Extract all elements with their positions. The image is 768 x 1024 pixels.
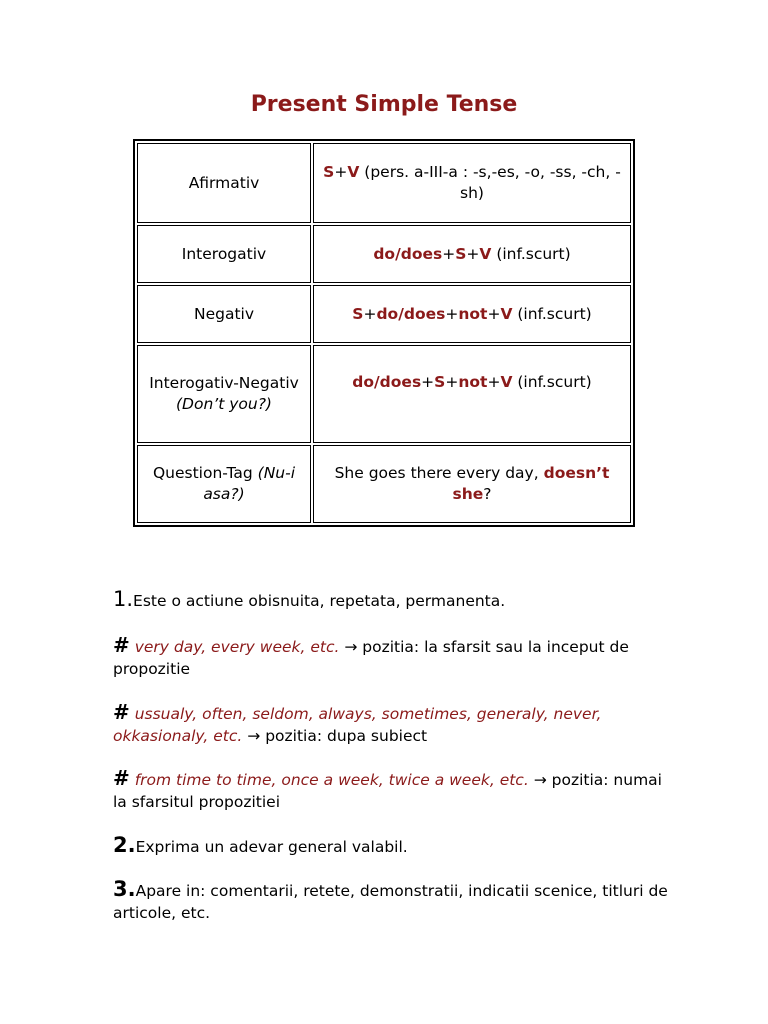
row-formula [313, 345, 631, 443]
note-number: 2. [113, 833, 136, 857]
arrow-icon: → [533, 771, 547, 789]
formula-plus: + [487, 373, 501, 391]
row-label [137, 345, 311, 443]
row-label: Afirmativ [137, 143, 311, 223]
table-row [137, 225, 631, 283]
formula-not: not [458, 373, 488, 391]
hash-mark: # [113, 633, 130, 657]
hash-mark: # [113, 700, 130, 724]
formula-verb: V [500, 373, 513, 391]
adverb-note-2 [113, 701, 673, 747]
usage-notes [113, 588, 673, 612]
row-label: Negativ [137, 285, 311, 343]
row-label: Interogativ [137, 225, 311, 283]
formula-plus: + [445, 304, 459, 323]
note-number: 1. [113, 587, 134, 611]
formula-not: not [458, 304, 488, 323]
arrow-icon: → [344, 638, 358, 656]
row-formula [313, 285, 631, 343]
row-formula [313, 225, 631, 283]
formula-aux: do/does [352, 373, 422, 391]
formula-note: (pers. a-III-a : -s,-es, -o, -ss, -ch, -sh) [359, 163, 621, 202]
formula-plus: + [442, 244, 456, 263]
formula-plus: + [334, 163, 348, 181]
hash-mark: # [113, 766, 130, 790]
formula-verb: V [500, 304, 513, 323]
table-row [137, 143, 631, 223]
row-label-text: Interogativ-Negativ [149, 374, 299, 392]
example-adverbs: very day, every week, etc. [134, 638, 340, 656]
row-label-extra: (Don’t you?) [176, 395, 272, 413]
note-text: Este o actiune obisnuita, repetata, permanenta. [133, 592, 506, 610]
row-label-text: Question-Tag [152, 464, 253, 482]
note-text: Apare in: comentarii, retete, demonstratii, indicatii scenice, titluri de articole, etc. [113, 882, 668, 922]
note-text: Exprima un adevar general valabil. [135, 838, 408, 856]
formula-note: (inf.scurt) [512, 304, 592, 323]
question-tag: doesn’t she [452, 464, 610, 503]
formula-aux: do/does [373, 244, 443, 263]
page-title: Present Simple Tense [250, 92, 518, 117]
formula-subject: S [323, 163, 335, 181]
note-number: 3. [113, 877, 136, 901]
adverb-note-3 [113, 767, 673, 813]
formula-verb: V [347, 163, 360, 181]
note-3 [113, 878, 673, 924]
formula-aux: do/does [376, 304, 446, 323]
table-row [137, 345, 631, 443]
row-label [137, 445, 311, 523]
formula-plus: + [487, 304, 501, 323]
formula-plus: + [421, 373, 435, 391]
row-formula [313, 143, 631, 223]
example-adverbs: from time to time, once a week, twice a week, etc. [134, 771, 529, 789]
grammar-table [133, 139, 635, 527]
example-sentence: She goes there every day, [334, 464, 544, 482]
position-text: pozitia: numai la sfarsitul propozitiei [113, 771, 662, 811]
example-end: ? [483, 485, 492, 503]
formula-plus: + [466, 244, 480, 263]
formula-subject: S [455, 244, 467, 263]
note-1 [113, 588, 673, 612]
row-formula [313, 445, 631, 523]
formula-plus: + [445, 373, 459, 391]
adverb-note-1 [113, 634, 673, 680]
formula-note: (inf.scurt) [512, 373, 592, 391]
table-row [137, 445, 631, 523]
position-text: pozitia: la sfarsit sau la inceput de propozitie [113, 638, 629, 678]
table-row [137, 285, 631, 343]
example-adverbs: ussualy, often, seldom, always, sometimes, generaly, never, okkasionaly, etc. [113, 705, 602, 745]
formula-plus: + [363, 304, 377, 323]
formula-subject: S [352, 304, 364, 323]
formula-verb: V [479, 244, 492, 263]
row-label-extra: (Nu-i asa?) [203, 464, 296, 503]
formula-note: (inf.scurt) [491, 244, 571, 263]
formula-subject: S [434, 373, 446, 391]
position-text: pozitia: dupa subiect [265, 727, 428, 745]
arrow-icon: → [247, 727, 261, 745]
note-2 [113, 834, 673, 858]
